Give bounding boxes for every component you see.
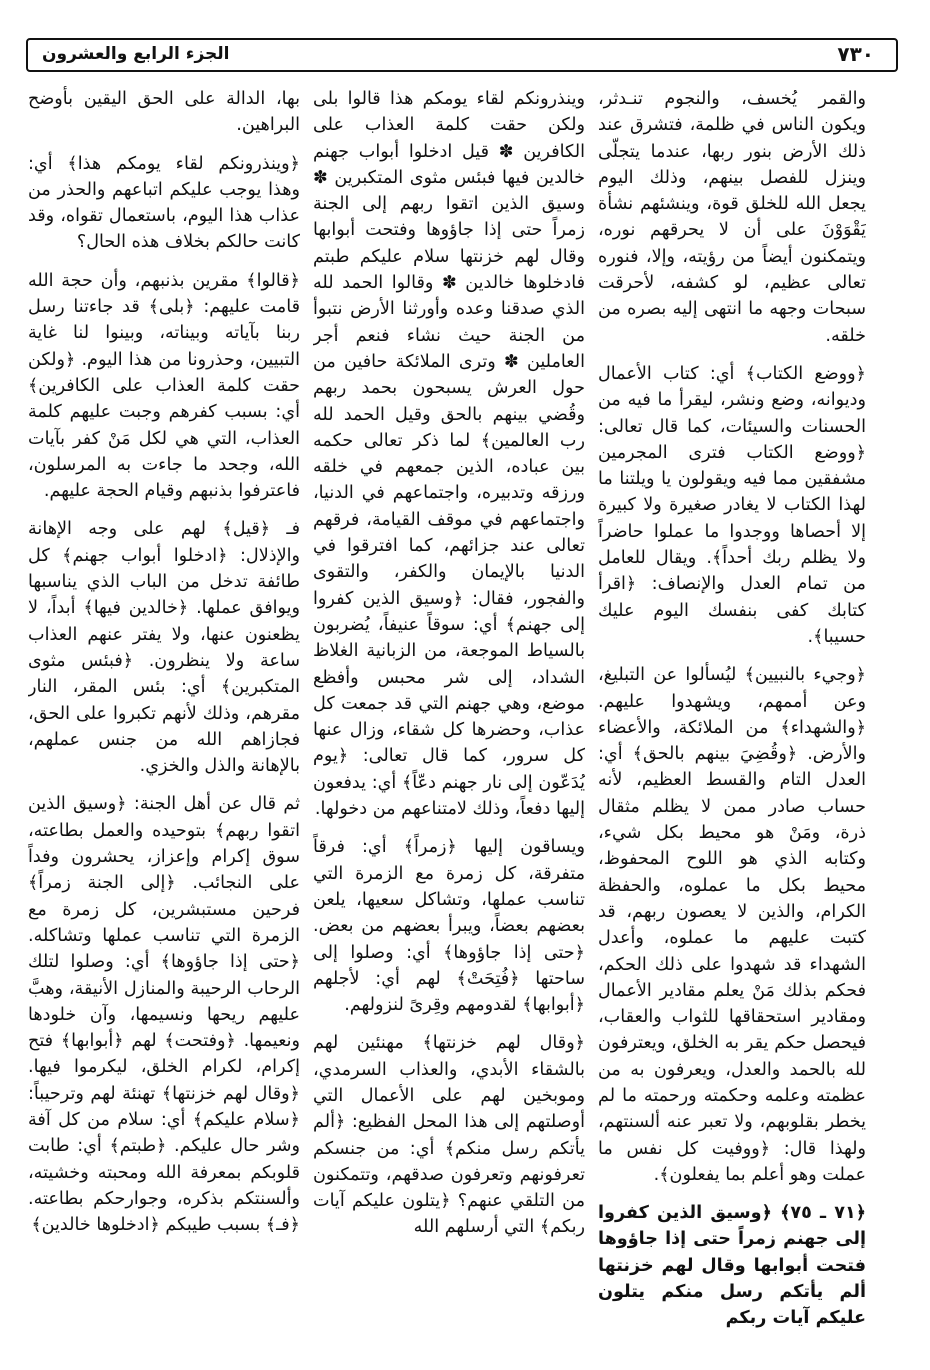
paragraph: فـ ﴿قيل﴾ لهم على وجه الإهانة والإذلال: ﴿ادخلوا أبواب جهنم﴾ كل طائفة تدخل من الباب الذي يناسبها ويوافق عملها. ﴿خالدين فيها﴾ أبداً، لا يظعنون عنها، ولا يفتر عنهم العذاب ساعة ولا ينظرون. ﴿فبئس مثوى المتكبرين﴾ أي: بئس المقر، النار مقرهم، وذلك لأنهم تكبروا على الحق، فجازاهم الله من جنس عملهم، بالإهانة والذل والخزي. bbox=[28, 519, 300, 777]
paragraph: والقمر يُخسف، والنجوم تنـدثر، ويكون الناس في ظلمة، فتشرق عند ذلك الأرض بنور ربها، عندما يتجلّى وينزل للفصل بينهم، وذلك اليوم يجعل الله للخلق قوة، وينشئهم نشأة يَقْوَوْنَ على أن لا يحرقهم نوره، ويتمكنون أيضاً من رؤيته، وإلا، فنوره تعالى عظيم، لو كشفه، لأحرقت سبحات وجهه ما انتهى إليه بصره من خلقه. bbox=[598, 89, 866, 346]
text-column-right bbox=[598, 86, 866, 1356]
paragraph: ﴿ووضع الكتاب﴾ أي: كتاب الأعمال وديوانه، وضع ونشر، ليقرأ ما فيه من الحسنات والسيئات، كما قال تعالى: ﴿ووضع الكتاب فترى المجرمين مشفقين مما فيه ويقولون يا ويلتنا ما لهذا الكتاب لا يغادر صغيرة ولا كبيرة إلا أحصاها ووجدوا ما عملوا حاضراً ولا يظلم ربك أحداً﴾. ويقال للعامل من تمام العدل والإنصاف: ﴿اقرأ كتابك كفى بنفسك اليوم عليك حسيبا﴾. bbox=[598, 363, 866, 647]
verse-block: ﴿٧١ ـ ٧٥﴾ ﴿وسيق الذين كفروا إلى جهنم زمراً حتى إذا جاؤوها فتحت أبوابها وقال لهم خزنتها ألم يأتكم رسل منكم يتلون عليكم آيات ربكم bbox=[598, 1203, 866, 1329]
paragraph: وينذرونكم لقاء يومكم هذا قالوا بلى ولكن حقت كلمة العذاب على الكافرين ✽ قيل ادخلوا أبواب جهنم خالدين فيها فبئس مثوى المتكبرين ✽ وسيق الذين اتقوا ربهم إلى الجنة زمراً حتى إذا جاؤوها وفتحت أبوابها وقال لهم خزنتها سلام عليكم طبتم فادخلوها خالدين ✽ وقالوا الحمد لله الذي صدقنا وعده وأورثنا الأرض نتبوأ من الجنة حيث نشاء فنعم أجر العاملين ✽ وترى الملائكة حافين من حول العرش يسبحون بحمد ربهم وقُضي بينهم بالحق وقيل الحمد لله رب العالمين﴾ لما ذكر تعالى حكمه بين عباده، الذين جمعهم في خلقه ورزقه وتدبيره، واجتماعهم في الدنيا، واجتماعهم في موقف القيامة، فرقهم تعالى عند جزائهم، كما افترقوا في الدنيا بالإيمان والكفر، والتقوى والفجور، فقال: ﴿وسيق الذين كفروا إلى جهنم﴾ أي: سوقاً عنيفاً، يُضربون بالسياط الموجعة، من الزبانية الغلاظ الشداد، إلى شر محبس وأفظع موضع، وهي جهنم التي قد جمعت كل عذاب، وحضرها كل شقاء، وزال عنها كل سرور، كما قال تعالى: ﴿يوم يُدَعّون إلى نار جهنم دعّاً﴾ أي: يدفعون إليها دفعاً، وذلك لامتناعهم من دخولها. bbox=[313, 89, 585, 820]
paragraph: ويساقون إليها ﴿زمراً﴾ أي: فرقاً متفرقة، كل زمرة مع الزمرة التي تناسب عملها، وتشاكل سعيها، يلعن بعضهم بعضاً، ويبرأ بعضهم من بعض. ﴿حتى إذا جاؤوها﴾ أي: وصلوا إلى ساحتها ﴿فُتِحَتْ﴾ لهم أي: لأجلهم ﴿أبوابها﴾ لقدومهم وقِرىً لنزولهم. bbox=[313, 837, 585, 1016]
text-column-middle bbox=[313, 86, 585, 1356]
paragraph: ﴿وجيء بالنبيين﴾ ليُسألوا عن التبليغ، وعن أممهم، ويشهدوا عليهم. ﴿والشهداء﴾ من الملائكة، والأعضاء والأرض. ﴿وقُضِيَ بينهم بالحق﴾ أي: العدل التام والقسط العظيم، لأنه حساب صادر ممن لا يظلم مثقال ذرة، ومَنْ هو محيط بكل شيء، وكتابه الذي هو اللوح المحفوظ، محيط بكل ما عملوه، والحفظة الكرام، والذين لا يعصون ربهم، قد كتبت عليهم ما عملوه، وأعدل الشهداء قد شهدوا على ذلك الحكم، فحكم بذلك مَنْ يعلم مقادير الأعمال ومقادير استحقاقها للثواب والعقاب، فيحصل حكم يقر به الخلق، ويعترفون لله بالحمد والعدل، ويعرفون به من عظمته وعلمه وحكمته ورحمته ما لم يخطر بقلوبهم، ولا تعبر عنه ألسنتهم، ولهذا قال: ﴿ووفيت كل نفس ما عملت وهو أعلم بما يفعلون﴾. bbox=[598, 665, 866, 1185]
page-number: ٧٣٠ bbox=[837, 42, 874, 66]
paragraph: ﴿وقال لهم خزنتها﴾ مهنئين لهم بالشقاء الأبدي، والعذاب السرمدي، وموبخين لهم على الأعمال التي أوصلتهم إلى هذا المحل الفظيع: ﴿ألم يأتكم رسل منكم﴾ أي: من جنسكم تعرفونهم وتعرفون صدقهم، وتتمكنون من التلقي عنهم؟ ﴿يتلون عليكم آيات ربكم﴾ التي أرسلهم الله bbox=[313, 1033, 585, 1238]
paragraph: ﴿قالوا﴾ مقرين بذنبهم، وأن حجة الله قامت عليهم: ﴿بلى﴾ قد جاءتنا رسل ربنا بآياته وبيناته، وبينوا لنا غاية التبيين، وحذرونا من هذا اليوم. ﴿ولكن حقت كلمة العذاب على الكافرين﴾ أي: بسبب كفرهم وجبت عليهم كلمة العذاب، التي هي لكل مَنْ كفر بآيات الله، وجحد ما جاءت به المرسلون، فاعترفوا بذنبهم وقيام الحجة عليهم. bbox=[28, 270, 300, 502]
text-column-left bbox=[28, 86, 300, 1356]
running-header bbox=[26, 38, 898, 72]
paragraph: بها، الدالة على الحق اليقين بأوضح البراهين. bbox=[28, 89, 300, 136]
part-title: الجزء الرابع والعشرون bbox=[42, 44, 230, 64]
paragraph: ثم قال عن أهل الجنة: ﴿وسيق الذين اتقوا ربهم﴾ بتوحيده والعمل بطاعته، سوق إكرام وإعزاز، يحشرون وفداً على النجائب. ﴿إلى الجنة زمراً﴾ فرحين مستبشرين، كل زمرة مع الزمرة التي تناسب عملها وتشاكله. ﴿حتى إذا جاؤوها﴾ أي: وصلوا لتلك الرحاب الرحيبة والمنازل الأنيقة، وهبَّ عليهم ريحها ونسيمها، وآن خلودها ونعيمها. ﴿وفتحت﴾ لهم ﴿أبوابها﴾ فتح إكرام، لكرام الخلق، ليكرموا فيها. ﴿وقال لهم خزنتها﴾ تهنئة لهم وترحيباً: ﴿سلام عليكم﴾ أي: سلام من كل آفة وشر حال عليكم. ﴿طبتم﴾ أي: طابت قلوبكم بمعرفة الله ومحبته وخشيته، وألسنتكم بذكره، وجوارحكم بطاعته. ﴿فـ﴾ بسبب طيبكم ﴿ادخلوها خالدين﴾ bbox=[28, 794, 300, 1236]
paragraph: ﴿وينذرونكم لقاء يومكم هذا﴾ أي: وهذا يوجب عليكم اتباعهم والحذر من عذاب هذا اليوم، باستعمال تقواه، وقد كانت حالكم بخلاف هذه الحال؟ bbox=[28, 153, 300, 253]
